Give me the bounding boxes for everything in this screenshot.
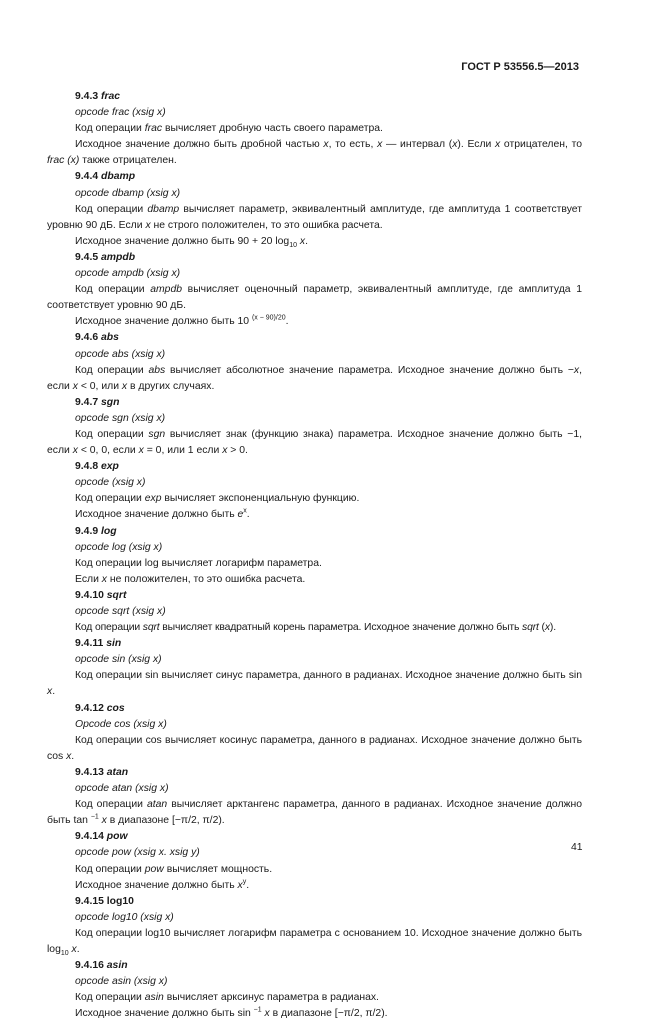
- opcode-signature: opcode sqrt (xsig x): [75, 606, 166, 617]
- paragraph: Код операции exp вычисляет экспоненциальную функцию.: [75, 493, 360, 505]
- paragraph: Код операции log10 вычисляет логарифм параметра с основанием 10. Исходное значение должно быть $\log_{10} x$.: [47, 927, 582, 958]
- paragraph: Код операции abs вычисляет абсолютное значение параметра. Исходное значение должно быть −x, если x < 0, или x в других случаях.: [47, 364, 582, 392]
- section-heading: 9.4.4 dbamp: [75, 171, 136, 183]
- section-heading: 9.4.15 log10: [75, 895, 134, 907]
- section-heading: 9.4.13 atan: [75, 766, 129, 778]
- section-heading: 9.4.10 sqrt: [75, 589, 127, 601]
- paragraph: Исходное значение должно быть 90 + 20 $\log_{10} x$.: [75, 235, 308, 249]
- paragraph: Исходное значение должно быть $x^y$.: [75, 878, 250, 891]
- section-heading: 9.4.11 sin: [75, 638, 122, 650]
- section-heading: 9.4.8 exp: [75, 461, 119, 473]
- document-body: [47, 89, 582, 1022]
- opcode-signature: Opcode cos (xsig x): [75, 718, 167, 730]
- paragraph: Код операции sqrt вычисляет квадратный корень параметра. Исходное значение должно быть sqrt (x).: [75, 622, 556, 634]
- page-number: 41: [571, 842, 583, 853]
- section-heading: 9.4.9 log: [75, 525, 117, 537]
- section-heading: 9.4.5 ampdb: [75, 251, 136, 263]
- opcode-signature: opcode abs (xsig x): [75, 348, 166, 360]
- section-heading: 9.4.7 sgn: [75, 396, 120, 408]
- section-heading: 9.4.3 frac: [75, 91, 121, 102]
- opcode-signature: opcode sgn (xsig x): [75, 412, 166, 424]
- section-heading: 9.4.12 cos: [75, 702, 125, 714]
- opcode-signature: opcode pow (xsig x. xsig y): [75, 847, 200, 859]
- opcode-signature: opcode sin (xsig x): [75, 654, 162, 666]
- opcode-signature: opcode dbamp (xsig x): [75, 187, 181, 199]
- paragraph: Код операции pow вычисляет мощность.: [75, 863, 273, 875]
- opcode-signature: opcode ampdb (xsig x): [75, 268, 181, 280]
- opcode-signature: opcode (xsig x): [75, 477, 146, 489]
- opcode-signature: opcode log10 (xsig x): [75, 911, 174, 923]
- paragraph: Код операции ampdb вычисляет оценочный параметр, эквивалентный амплитуде, где амплитуда 1 соответствует уровню 90 дБ.: [47, 284, 582, 312]
- document-header: ГОСТ Р 53556.5—2013: [461, 61, 579, 73]
- section-heading: 9.4.14 pow: [75, 831, 128, 843]
- section-heading: 9.4.6 abs: [75, 332, 119, 344]
- paragraph: Исходное значение должно быть sin $^{-1}$ x в диапазоне [−π/2, π/2).: [75, 1006, 388, 1020]
- paragraph: Исходное значение должно быть $e^x$.: [75, 507, 250, 521]
- opcode-signature: opcode atan (xsig x): [75, 783, 169, 795]
- paragraph: Исходное значение должно быть дробной частью x, то есть, x — интервал (x). Если x отрицателен, то frac (x) также отрицателен.: [47, 139, 582, 167]
- paragraph: Код операции cos вычисляет косинус параметра, данного в радианах. Исходное значение должно быть cos x.: [47, 734, 582, 762]
- opcode-signature: opcode asin (xsig x): [75, 976, 168, 988]
- section-heading: 9.4.16 asin: [75, 960, 128, 972]
- opcode-signature: opcode log (xsig x): [75, 541, 163, 553]
- paragraph: Исходное значение должно быть 10 $^{(x - 90)/20}$.: [75, 314, 289, 328]
- opcode-signature: opcode frac (xsig x): [75, 107, 166, 119]
- paragraph: Код операции atan вычисляет арктангенс параметра, данного в радианах. Исходное значение должно быть tan $^{-1}$ x в диапазоне [−π/2, π/2).: [47, 799, 582, 827]
- paragraph: Код операции sin вычисляет синус параметра, данного в радианах. Исходное значение должно быть sin x.: [47, 670, 582, 698]
- paragraph: Код операции frac вычисляет дробную часть своего параметра.: [75, 123, 383, 135]
- paragraph: Код операции dbamp вычисляет параметр, эквивалентный амплитуде, где амплитуда 1 соответствует уровню 90 дБ. Если x не строго положителен, то это ошибка расчета.: [47, 203, 582, 231]
- paragraph: Если x не положителен, то это ошибка расчета.: [75, 573, 306, 585]
- paragraph: Код операции sgn вычисляет знак (функцию знака) параметра. Исходное значение должно быть −1, если x < 0, 0, если x = 0, или 1 если x > 0.: [47, 428, 582, 457]
- paragraph: Код операции log вычисляет логарифм параметра.: [75, 557, 322, 569]
- paragraph: Код операции asin вычисляет арксинус параметра в радианах.: [75, 992, 379, 1004]
